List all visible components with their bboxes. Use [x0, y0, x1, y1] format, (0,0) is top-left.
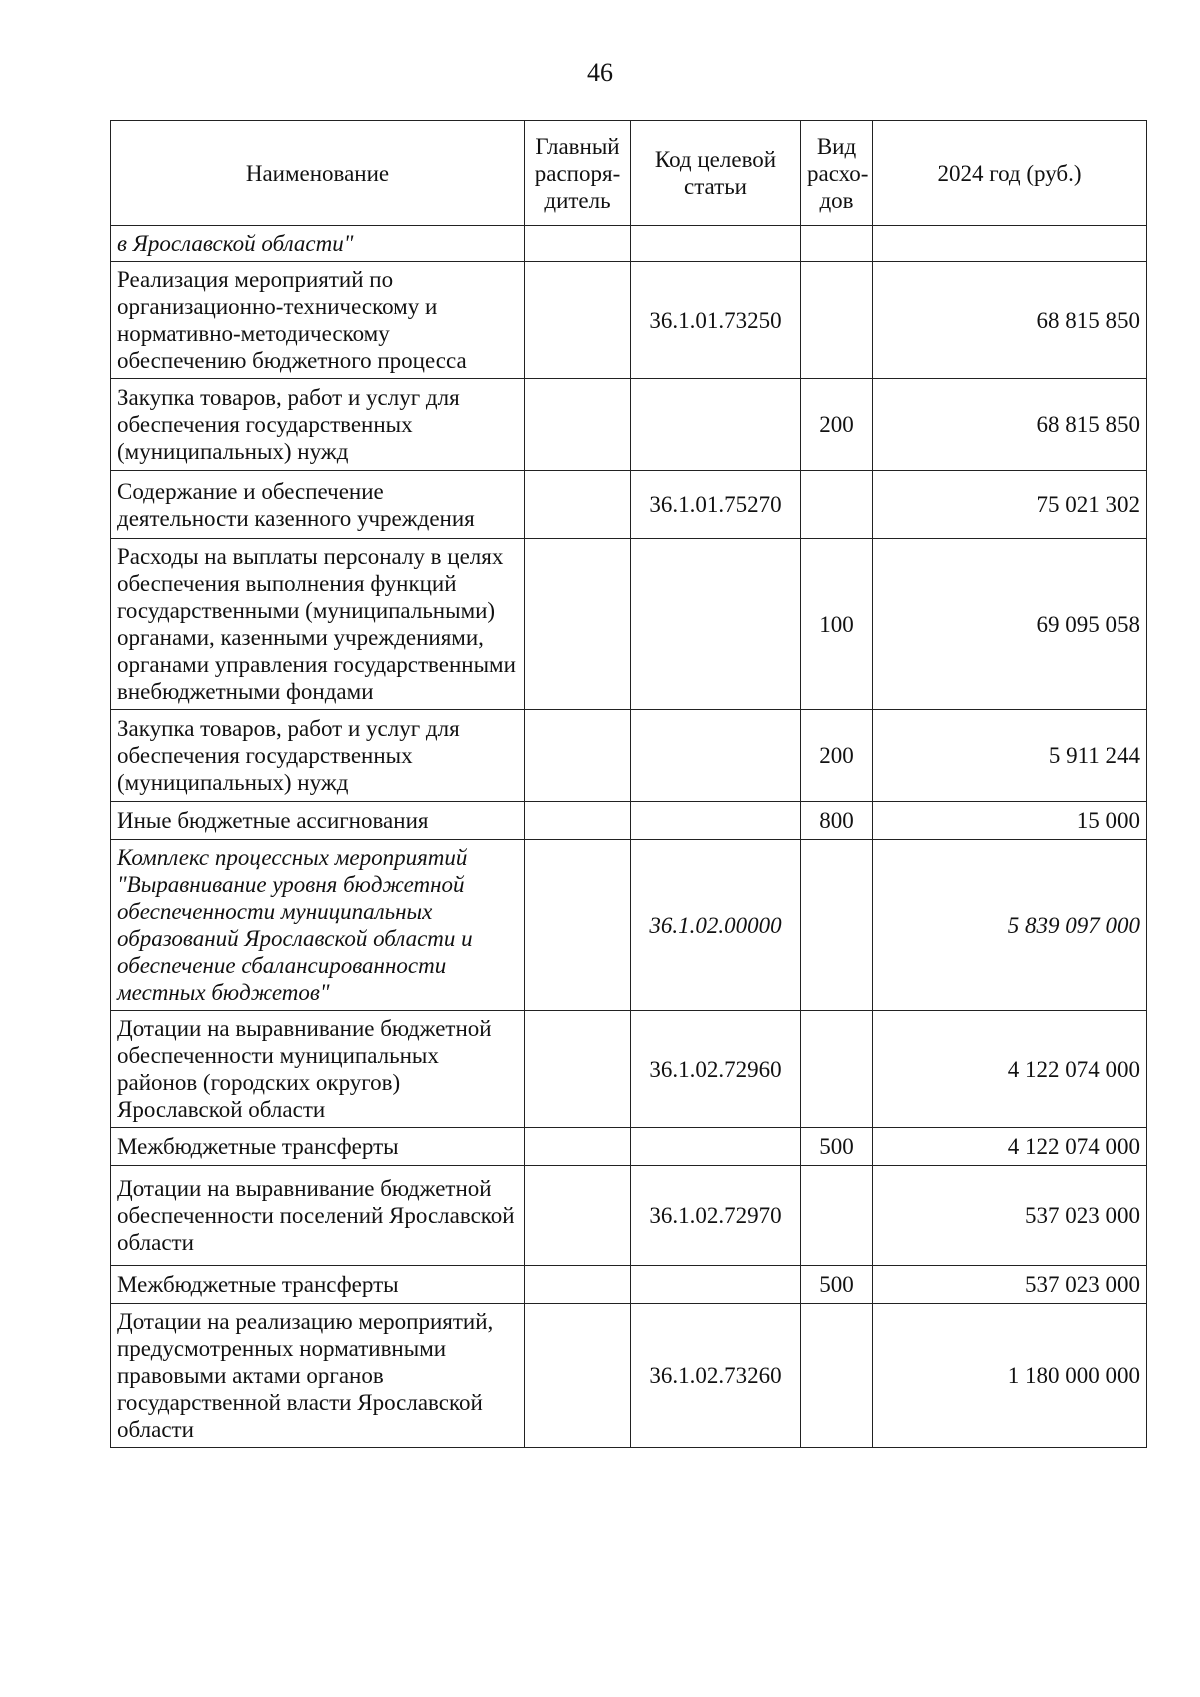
cell-amount: 537 023 000: [873, 1166, 1147, 1266]
table-row: [111, 226, 1147, 262]
cell-code: 36.1.01.75270: [631, 471, 801, 539]
cell-name: Межбюджетные трансферты: [111, 1128, 525, 1166]
cell-type: 500: [801, 1128, 873, 1166]
cell-name: Межбюджетные трансферты: [111, 1266, 525, 1304]
table-row: [111, 840, 1147, 1011]
page-number: 46: [587, 58, 613, 87]
header-manager: Главный распоря-дитель: [525, 121, 631, 226]
cell-manager: [525, 802, 631, 840]
cell-type: [801, 471, 873, 539]
cell-type: [801, 1304, 873, 1448]
table-row: [111, 1166, 1147, 1266]
cell-code: [631, 539, 801, 710]
cell-amount: 5 911 244: [873, 710, 1147, 802]
table-row: [111, 1128, 1147, 1166]
cell-code: 36.1.02.73260: [631, 1304, 801, 1448]
cell-code: 36.1.01.73250: [631, 262, 801, 379]
cell-amount: 68 815 850: [873, 379, 1147, 471]
cell-manager: [525, 226, 631, 262]
cell-name: Дотации на выравнивание бюджетной обеспеченности поселений Ярославской области: [111, 1166, 525, 1266]
budget-table: [110, 120, 1147, 1448]
cell-amount: 69 095 058: [873, 539, 1147, 710]
cell-code: [631, 1128, 801, 1166]
cell-amount: 5 839 097 000: [873, 840, 1147, 1011]
cell-name: Иные бюджетные ассигнования: [111, 802, 525, 840]
table-header-row: [111, 121, 1147, 226]
cell-type: [801, 262, 873, 379]
table-body: [111, 226, 1147, 1448]
cell-amount: 537 023 000: [873, 1266, 1147, 1304]
cell-name: в Ярославской области": [111, 226, 525, 262]
header-amount: 2024 год (руб.): [873, 121, 1147, 226]
cell-manager: [525, 379, 631, 471]
cell-manager: [525, 710, 631, 802]
cell-code: [631, 379, 801, 471]
cell-code: 36.1.02.00000: [631, 840, 801, 1011]
cell-type: 100: [801, 539, 873, 710]
table-row: [111, 1304, 1147, 1448]
cell-manager: [525, 1304, 631, 1448]
cell-code: [631, 1266, 801, 1304]
table-row: [111, 379, 1147, 471]
table-row: [111, 539, 1147, 710]
cell-amount: 4 122 074 000: [873, 1011, 1147, 1128]
cell-type: 200: [801, 710, 873, 802]
cell-code: [631, 710, 801, 802]
cell-amount: 75 021 302: [873, 471, 1147, 539]
cell-type: 200: [801, 379, 873, 471]
header-type: Вид расхо-дов: [801, 121, 873, 226]
cell-code: 36.1.02.72960: [631, 1011, 801, 1128]
cell-type: [801, 1011, 873, 1128]
cell-type: 800: [801, 802, 873, 840]
cell-name: Расходы на выплаты персоналу в целях обеспечения выполнения функций государственными (муниципальными) органами, казенными учреждениями, органами управления государственными внебюджетными фондами: [111, 539, 525, 710]
cell-type: [801, 1166, 873, 1266]
cell-code: [631, 226, 801, 262]
cell-manager: [525, 262, 631, 379]
table-row: [111, 1011, 1147, 1128]
cell-amount: 68 815 850: [873, 262, 1147, 379]
cell-type: [801, 840, 873, 1011]
cell-code: 36.1.02.72970: [631, 1166, 801, 1266]
cell-type: 500: [801, 1266, 873, 1304]
cell-manager: [525, 1266, 631, 1304]
cell-manager: [525, 1128, 631, 1166]
cell-manager: [525, 1011, 631, 1128]
table-row: [111, 1266, 1147, 1304]
cell-manager: [525, 539, 631, 710]
cell-name: Комплекс процессных мероприятий "Выравнивание уровня бюджетной обеспеченности муниципальных образований Ярославской области и обеспечение сбалансированности местных бюджетов": [111, 840, 525, 1011]
cell-manager: [525, 471, 631, 539]
header-name: Наименование: [111, 121, 525, 226]
cell-name: Реализация мероприятий по организационно-техническому и нормативно-методическому обеспечению бюджетного процесса: [111, 262, 525, 379]
table-row: [111, 262, 1147, 379]
header-code: Код целевой статьи: [631, 121, 801, 226]
cell-name: Дотации на выравнивание бюджетной обеспеченности муниципальных районов (городских округов) Ярославской области: [111, 1011, 525, 1128]
cell-amount: 1 180 000 000: [873, 1304, 1147, 1448]
cell-amount: [873, 226, 1147, 262]
table-row: [111, 471, 1147, 539]
cell-name: Закупка товаров, работ и услуг для обеспечения государственных (муниципальных) нужд: [111, 710, 525, 802]
table-row: [111, 802, 1147, 840]
cell-name: Содержание и обеспечение деятельности казенного учреждения: [111, 471, 525, 539]
cell-name: Закупка товаров, работ и услуг для обеспечения государственных (муниципальных) нужд: [111, 379, 525, 471]
table-row: [111, 710, 1147, 802]
cell-amount: 15 000: [873, 802, 1147, 840]
cell-name: Дотации на реализацию мероприятий, предусмотренных нормативными правовыми актами органов государственной власти Ярославской области: [111, 1304, 525, 1448]
cell-manager: [525, 1166, 631, 1266]
cell-type: [801, 226, 873, 262]
cell-code: [631, 802, 801, 840]
cell-manager: [525, 840, 631, 1011]
cell-amount: 4 122 074 000: [873, 1128, 1147, 1166]
